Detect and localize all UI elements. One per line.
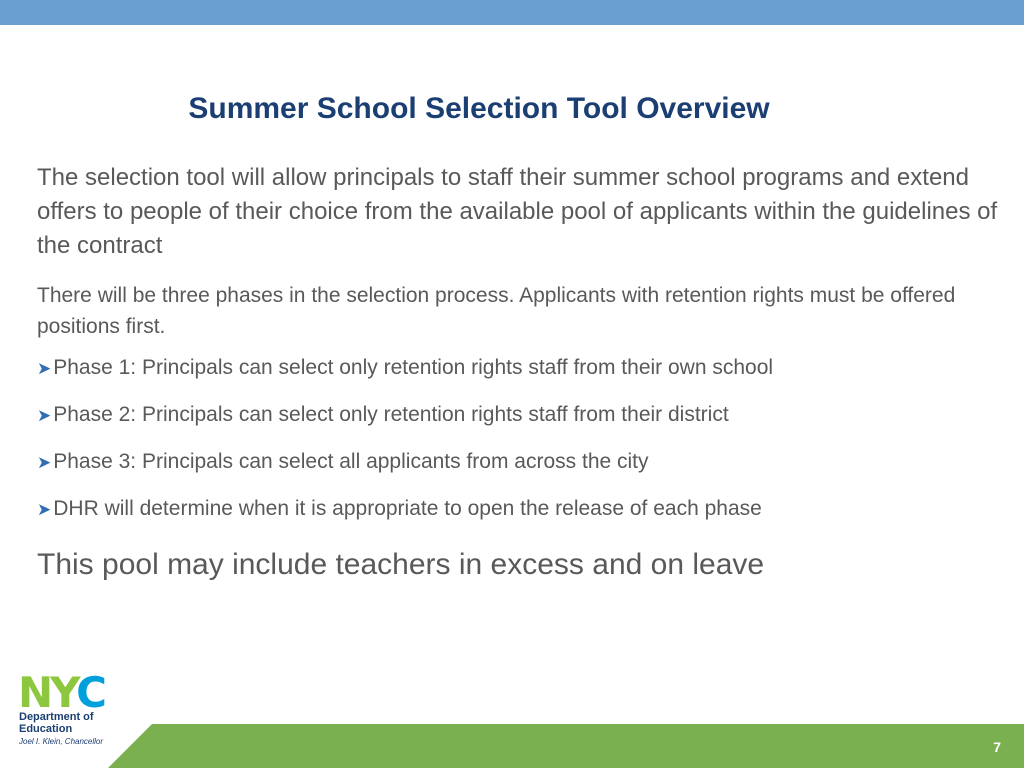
bullet-item: [37, 446, 1005, 478]
nyc-doe-logo: [18, 673, 128, 753]
bullet-text: DHR will determine when it is appropriate to open the release of each phase: [53, 497, 762, 520]
logo-department-text: Department of Education: [19, 711, 94, 735]
intro-paragraph: The selection tool will allow principals to staff their summer school programs and extend offers to people of their choice from the available pool of applicants within the guidelines of the contract: [37, 164, 998, 259]
slide-title: Summer School Selection Tool Overview: [188, 92, 770, 125]
svg-text:NYC: NYC: [18, 673, 104, 709]
page-number: 7: [993, 739, 1001, 755]
top-accent-bar: [0, 0, 1024, 25]
bullet-text: Phase 3: Principals can select all applicants from across the city: [53, 450, 649, 473]
arrow-bullet-icon: ➤: [37, 359, 52, 378]
bullet-item: [37, 493, 1005, 525]
logo-chancellor-text: Joel I. Klein, Chancellor: [19, 737, 104, 746]
arrow-bullet-icon: ➤: [37, 406, 52, 425]
footer-bar: [0, 724, 1024, 768]
bullet-text: Phase 1: Principals can select only retention rights staff from their own school: [53, 356, 774, 379]
arrow-bullet-icon: ➤: [37, 453, 52, 472]
bullet-item: [37, 352, 1005, 384]
bullet-item: [37, 399, 1005, 431]
nyc-logo-icon: [18, 673, 120, 709]
phase-bullet-list: [37, 352, 1005, 540]
bullet-text: Phase 2: Principals can select only retention rights staff from their district: [53, 403, 729, 426]
pool-note: This pool may include teachers in excess and on leave: [37, 548, 765, 581]
arrow-bullet-icon: ➤: [37, 500, 52, 519]
phases-intro-paragraph: There will be three phases in the selection process. Applicants with retention rights must be offered positions first.: [37, 284, 956, 338]
